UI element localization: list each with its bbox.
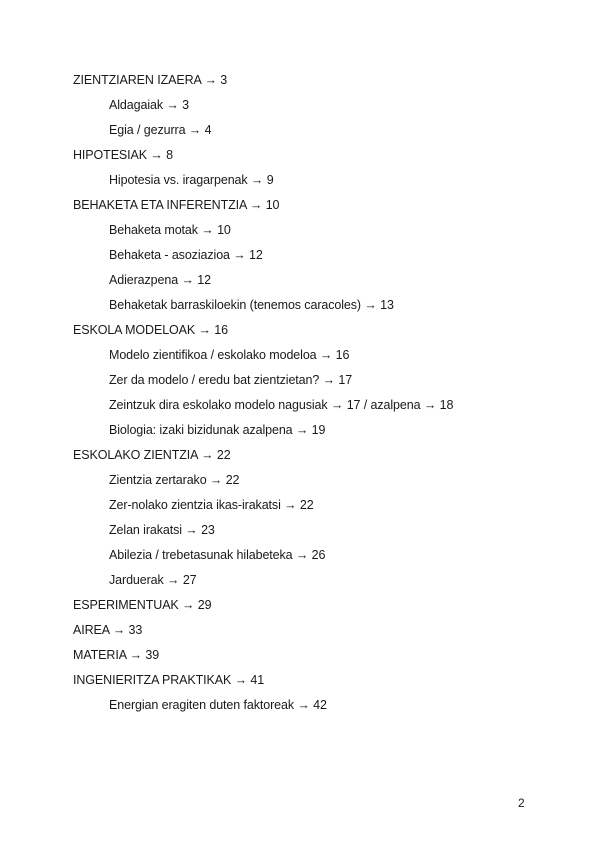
toc-subsection-item: Behaketak barraskiloekin (tenemos caracoles) → 13 <box>109 298 394 312</box>
toc-subsection-item: Biologia: izaki bizidunak azalpena → 19 <box>109 423 326 437</box>
toc-section-heading: HIPOTESIAK → 8 <box>73 148 174 162</box>
toc-subsection-item: Jarduerak → 27 <box>109 573 197 587</box>
toc-subsection-item: Energian eragiten duten faktoreak → 42 <box>109 698 327 712</box>
toc-section-heading: INGENIERITZA PRAKTIKAK → 41 <box>73 673 265 687</box>
page-number: 2 <box>518 796 525 810</box>
toc-subsection-item: Aldagaiak → 3 <box>109 98 189 112</box>
toc-subsection-item: Zer-nolako zientzia ikas-irakatsi → 22 <box>109 498 314 512</box>
table-of-contents <box>0 71 600 721</box>
toc-section-heading: MATERIA → 39 <box>73 648 160 662</box>
toc-subsection-item: Zelan irakatsi → 23 <box>109 523 215 537</box>
toc-section-heading: AIREA → 33 <box>73 623 143 637</box>
toc-subsection-item: Modelo zientifikoa / eskolako modeloa → 16 <box>109 348 350 362</box>
toc-subsection-item: Egia / gezurra → 4 <box>109 123 212 137</box>
toc-section-heading: ESKOLA MODELOAK → 16 <box>73 323 229 337</box>
toc-section-heading: BEHAKETA ETA INFERENTZIA → 10 <box>73 198 280 212</box>
toc-subsection-item: Behaketa motak → 10 <box>109 223 231 237</box>
toc-subsection-item: Hipotesia vs. iragarpenak → 9 <box>109 173 274 187</box>
toc-section-heading: ESKOLAKO ZIENTZIA → 22 <box>73 448 231 462</box>
toc-subsection-item: Adierazpena → 12 <box>109 273 211 287</box>
toc-subsection-item: Zer da modelo / eredu bat zientzietan? → 17 <box>109 373 353 387</box>
toc-subsection-item: Abilezia / trebetasunak hilabeteka → 26 <box>109 548 326 562</box>
toc-subsection-item: Zientzia zertarako → 22 <box>109 473 240 487</box>
toc-section-heading: ZIENTZIAREN IZAERA → 3 <box>73 73 228 87</box>
toc-subsection-item: Zeintzuk dira eskolako modelo nagusiak → 17 / azalpena → 18 <box>109 398 454 412</box>
toc-section-heading: ESPERIMENTUAK → 29 <box>73 598 212 612</box>
toc-subsection-item: Behaketa - asoziazioa → 12 <box>109 248 263 262</box>
